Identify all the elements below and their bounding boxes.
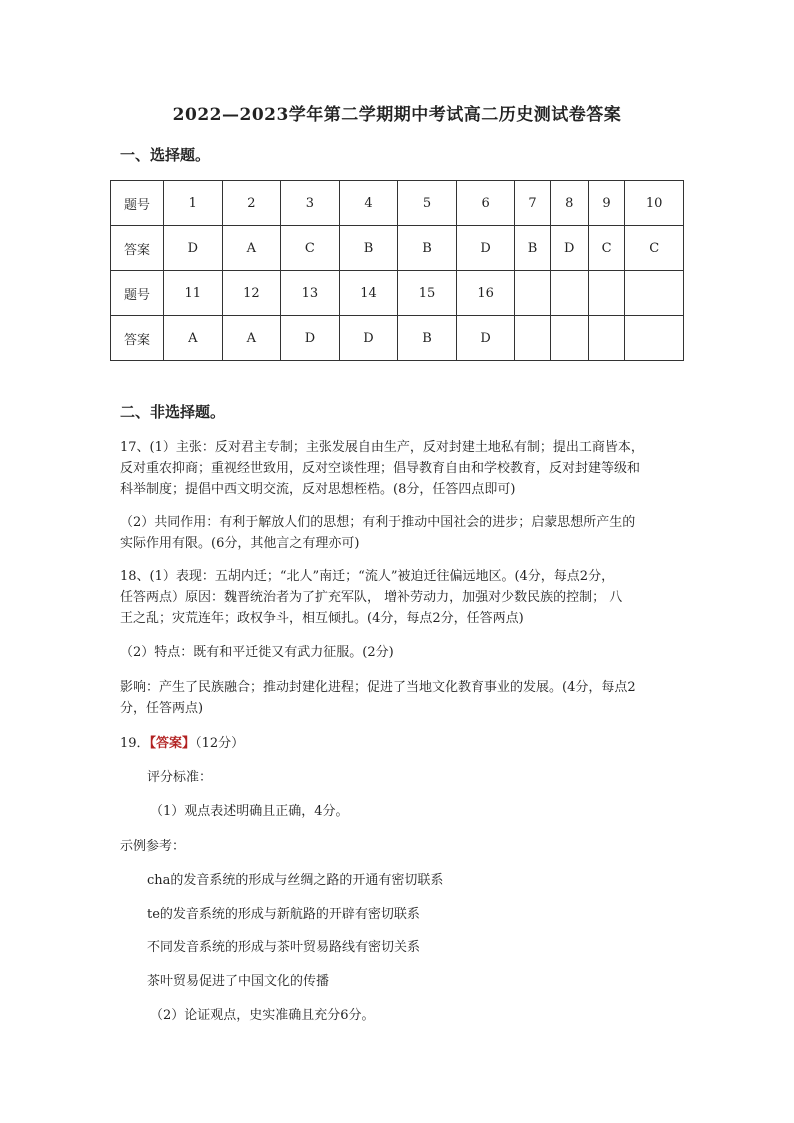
q19-example: 不同发音系统的形成与茶叶贸易路线有密切关系 (147, 940, 421, 955)
answer-table-row (111, 316, 684, 361)
answer-table-cell: B (515, 226, 550, 271)
answer-table-cell: 11 (164, 271, 223, 316)
answer-table-cell (515, 271, 550, 316)
q19-example: 茶叶贸易促进了中国文化的传播 (147, 974, 330, 989)
answer-table-cell: 4 (339, 181, 398, 226)
q17-part1-line: 科举制度；提倡中西文明交流，反对思想桎梏。(8分，任答四点即可) (120, 482, 516, 497)
answer-table-cell: A (222, 316, 281, 361)
answer-table-cell: 7 (515, 181, 550, 226)
answer-table-cell: 2 (222, 181, 281, 226)
q19-header (120, 733, 690, 754)
answer-table-cell: 5 (398, 181, 457, 226)
answer-table-cell: C (625, 226, 684, 271)
answer-table-row-header: 题号 (111, 181, 164, 226)
answer-table-cell: 8 (550, 181, 588, 226)
answer-table-cell: D (456, 316, 515, 361)
q18-part2: （2）特点：既有和平迁徙又有武力征服。(2分) (120, 645, 394, 660)
q17-part2-line: 实际作用有限。(6分，其他言之有理亦可) (120, 536, 360, 551)
q18-part1-line: 18、(1）表现：五胡内迁；“北人”南迁；“流人”被迫迁往偏远地区。(4分，每点2分， (120, 569, 615, 584)
q17-part1-line: 17、(1）主张：反对君主专制；主张发展自由生产，反对封建土地私有制；提出工商皆本， (120, 440, 644, 455)
q17-part1 (120, 437, 690, 500)
answer-table-cell (625, 316, 684, 361)
q18-part1 (120, 566, 690, 629)
answer-table-cell: A (222, 226, 281, 271)
answer-table-cell (550, 271, 588, 316)
answer-table (110, 180, 684, 361)
q17-part1-line: 反对重农抑商；重视经世致用，反对空谈性理；倡导教育自由和学校教育，反对封建等级和 (120, 461, 641, 476)
q19-criterion-2: （2）论证观点，史实准确且充分6分。 (150, 1008, 375, 1023)
q19-example-label: 示例参考： (120, 839, 186, 854)
answer-table-cell (515, 316, 550, 361)
q19-score: （12分） (195, 736, 245, 751)
answer-table-cell: 13 (281, 271, 340, 316)
answer-table-row-header: 答案 (111, 316, 164, 361)
q19-example: te的发音系统的形成与新航路的开辟有密切联系 (147, 907, 420, 922)
q18-part1-line: 王之乱；灾荒连年；政权争斗，相互倾扎。(4分，每点2分，任答两点) (120, 611, 524, 626)
q18-impact-line: 分，任答两点) (120, 701, 204, 716)
q18-impact (120, 677, 690, 719)
answer-table-cell (588, 316, 625, 361)
answer-table-cell: 14 (339, 271, 398, 316)
answer-table-row (111, 271, 684, 316)
section-heading-multiple-choice: 一、选择题。 (120, 146, 211, 164)
answer-table-cell (625, 271, 684, 316)
answer-table-cell: A (164, 316, 223, 361)
answer-table-cell: 6 (456, 181, 515, 226)
answer-table-cell (550, 316, 588, 361)
answer-table-cell: 9 (588, 181, 625, 226)
q18-part1-line: 任答两点）原因：魏晋统治者为了扩充军队， 增补劳动力，加强对少数民族的控制； 八 (120, 590, 623, 605)
answer-table-cell: B (398, 226, 457, 271)
answer-table-cell: D (339, 316, 398, 361)
answer-table-row (111, 226, 684, 271)
answer-table-cell: 10 (625, 181, 684, 226)
q17-part2-line: （2）共同作用：有利于解放人们的思想；有利于推动中国社会的进步；启蒙思想所产生的 (120, 515, 636, 530)
q19-criteria-label: 评分标准： (147, 770, 213, 785)
answer-table-row (111, 181, 684, 226)
q19-criterion-1: （1）观点表述明确且正确，4分。 (150, 804, 349, 819)
answer-table-cell: D (456, 226, 515, 271)
answer-table-cell: 1 (164, 181, 223, 226)
answer-table-cell: B (398, 316, 457, 361)
answer-table-cell: 3 (281, 181, 340, 226)
q19-example: cha的发音系统的形成与丝绸之路的开通有密切联系 (147, 873, 444, 888)
answer-table-row-header: 答案 (111, 226, 164, 271)
q17-part2 (120, 512, 690, 554)
answer-table-cell: D (550, 226, 588, 271)
answer-table-cell: 16 (456, 271, 515, 316)
q19-number: 19． (120, 736, 150, 751)
answer-table-cell: 12 (222, 271, 281, 316)
answer-table-cell: C (281, 226, 340, 271)
answer-table-row-header: 题号 (111, 271, 164, 316)
document-title: 2022—2023学年第二学期期中考试高二历史测试卷答案 (172, 105, 622, 125)
q18-impact-line: 影响：产生了民族融合；推动封建化进程；促进了当地文化教育事业的发展。(4分，每点2 (120, 680, 636, 695)
answer-table-cell: B (339, 226, 398, 271)
answer-table-cell (588, 271, 625, 316)
answer-table-cell: D (281, 316, 340, 361)
answer-table-cell: 15 (398, 271, 457, 316)
answer-table-cell: D (164, 226, 223, 271)
q19-answer-tag: 【答案】 (149, 736, 196, 751)
answer-table-cell: C (588, 226, 625, 271)
section-heading-non-choice: 二、非选择题。 (120, 403, 226, 421)
